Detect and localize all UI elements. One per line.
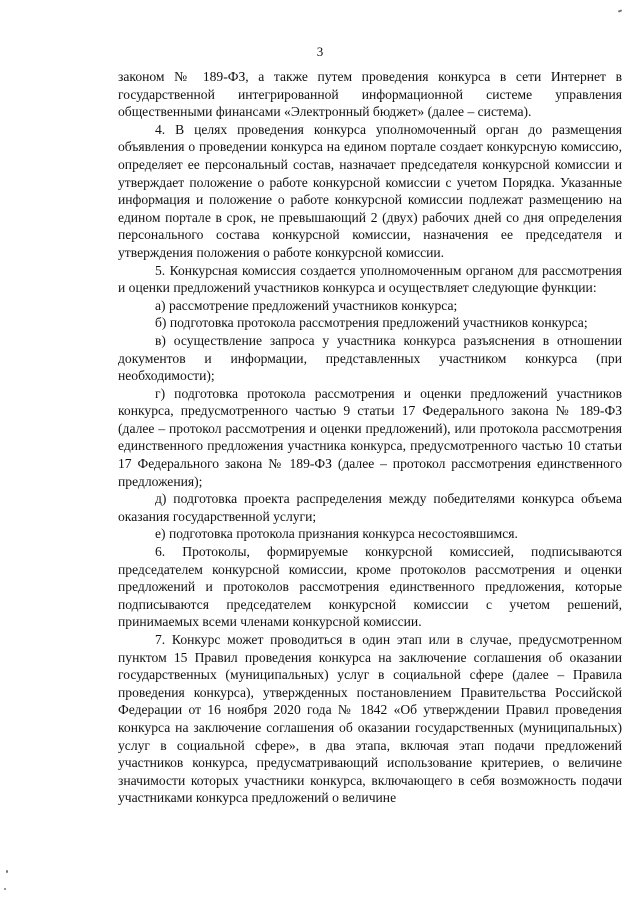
paragraph: законом № 189-ФЗ, а также путем проведения конкурса в сети Интернет в государственной интегрированной информационной системе управления общественными финансами «Электронный бюджет» (далее – система). <box>118 69 622 120</box>
list-item: а) рассмотрение предложений участников конкурса; <box>155 297 458 313</box>
document-body <box>118 68 622 807</box>
paragraph: 6. Протоколы, формируемые конкурсной комиссией, подписываются председателем конкурсной комиссии, кроме протоколов рассмотрения и оценки предложений и протоколов рассмотрения единственного предложения, которые подписываются председателем конкурсной комиссии с учетом решений, принимаемых всеми членами конкурсной комиссии. <box>118 544 622 630</box>
scan-mark <box>6 870 8 873</box>
list-item: е) подготовка протокола признания конкурса несостоявшимся. <box>155 526 518 542</box>
paragraph: 4. В целях проведения конкурса уполномоченный орган до размещения объявления о проведении конкурса на едином портале создает конкурсную комиссию, определяет ее персональный состав, назначает председателя конкурсной комиссии и утверждает положение о работе конкурсной комиссии с учетом Порядка. Указанные информация и положение о работе конкурсной комиссии подлежат размещению на едином портале в срок, не превышающий 2 (двух) рабочих дней со дня определения персонального состава конкурсной комиссии, назначения ее председателя и утверждения положения о работе конкурсной комиссии. <box>118 121 622 260</box>
list-item: г) подготовка протокола рассмотрения и оценки предложений участников конкурса, предусмотренного частью 9 статьи 17 Федерального закона № 189-ФЗ (далее – протокол рассмотрения и оценки предложений), или протокола рассмотрения единственного предложения участника конкурса, предусмотренного частью 10 статьи 17 Федерального закона № 189-ФЗ (далее – протокол рассмотрения единственного предложения); <box>118 385 622 489</box>
list-item: б) подготовка протокола рассмотрения предложений участников конкурса; <box>155 315 588 331</box>
page-number: 3 <box>316 44 324 59</box>
scan-mark <box>4 888 6 890</box>
list-item: в) осуществление запроса у участника конкурса разъяснения в отношении документов и информации, представленных участником конкурса (при необходимости); <box>118 332 622 384</box>
paragraph: 7. Конкурс может проводиться в один этап или в случае, предусмотренном пунктом 15 Правил проведения конкурса на заключение соглашения об оказании государственных (муниципальных) услуг в социальной сфере (далее – Правила проведения конкурса), утвержденных постановлением Правительства Российской Федерации от 16 ноября 2020 года № 1842 «Об утверждении Правил проведения конкурса на заключение соглашения об оказании государственных (муниципальных) услуг в социальной сфере», в два этапа, включая этап подачи предложений участников конкурса, предусматривающий использование критериев, о величине значимости которых участники конкурса, включающего в себя возможность подачи участниками конкурса предложений о величине <box>118 632 622 806</box>
paragraph: 5. Конкурсная комиссия создается уполномоченным органом для рассмотрения и оценки предложений участников конкурса и осуществляет следующие функции: <box>118 262 622 296</box>
list-item: д) подготовка проекта распределения между победителями конкурса объема оказания государственной услуги; <box>118 491 622 524</box>
scan-mark <box>618 9 622 12</box>
